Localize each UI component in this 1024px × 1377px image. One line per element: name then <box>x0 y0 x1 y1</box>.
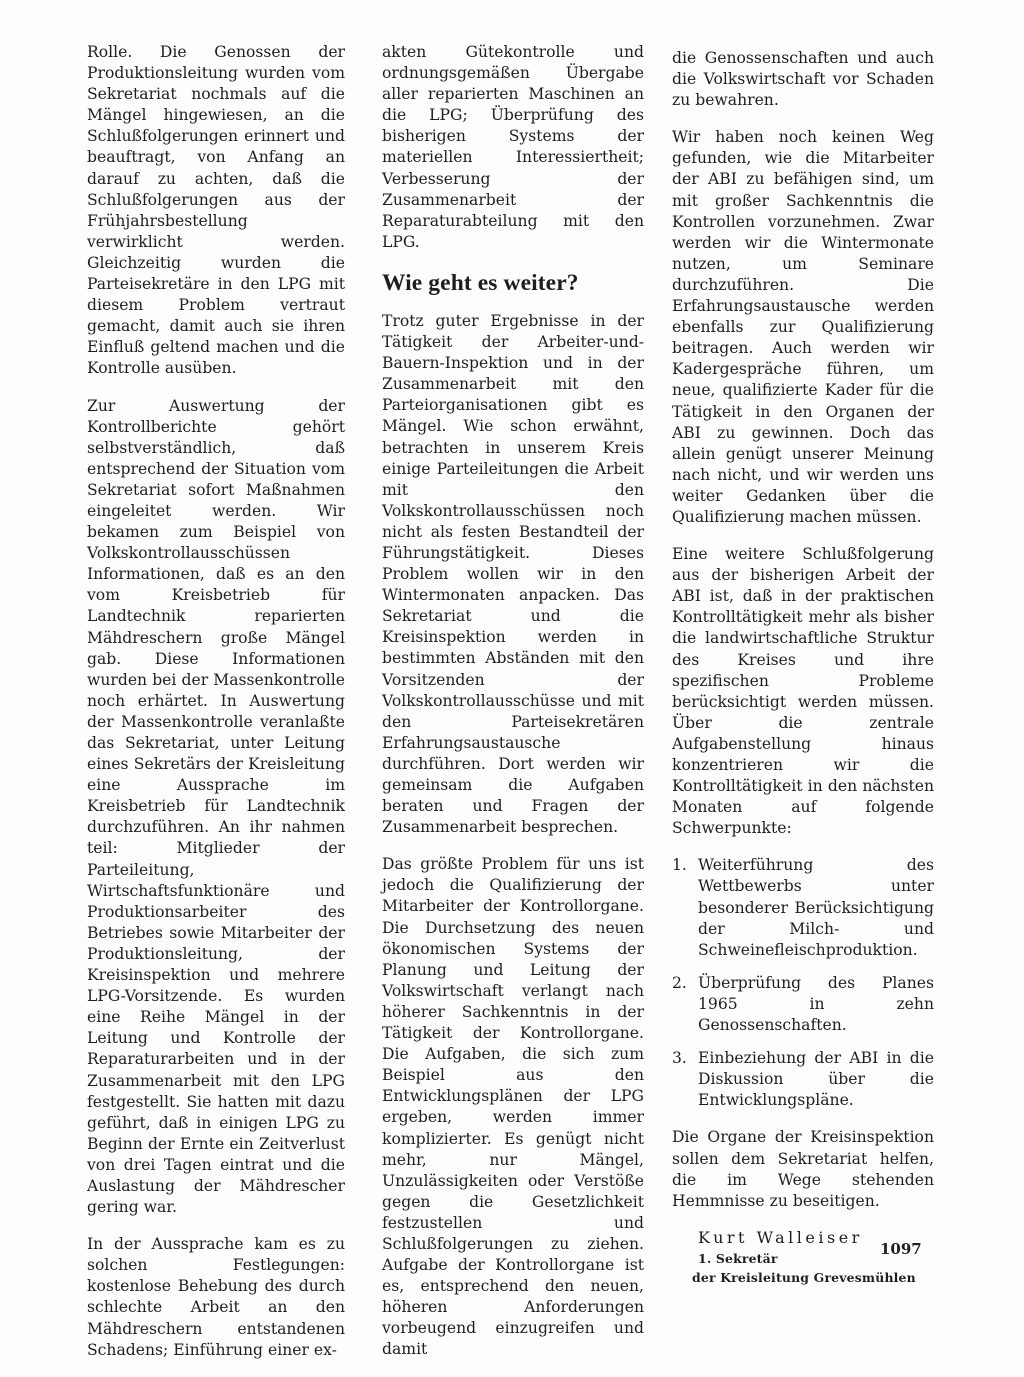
paragraph: Wir haben noch keinen Weg gefunden, wie die Mitarbeiter der ABI zu befähigen sind, um mit großer Sachkenntnis die Kontrollen vorzunehmen. Zwar werden wir die Wintermonate nutzen, um Seminare durchzuführen. Die Erfahrungsaustausche werden ebenfalls zur Qualifizierung beitragen. Auch werden wir Kadergespräche führen, um neue, qualifizierte Kader für die Tätigkeit in den Organen der ABI zu gewinnen. Doch das allein genügt unserer Meinung nach nicht, und wir werden uns weiter Gedanken über die Qualifizierung machen müssen. <box>672 128 934 526</box>
paragraph: In der Aussprache kam es zu solchen Festlegungen: kostenlose Behebung des durch schlechte Arbeit an den Mähdreschern entstandenen Schadens; Einführung einer ex- <box>87 1235 345 1359</box>
paragraph: Eine weitere Schlußfolgerung aus der bisherigen Arbeit der ABI ist, daß in der praktischen Kontrolltätigkeit mehr als bisher die landwirtschaftliche Struktur des Kreises und ihre spezifischen Probleme berücksichtigt werden müssen. Über die zentrale Aufgabenstellung hinaus konzentrieren wir die Kontrolltätigkeit in den nächsten Monaten auf folgende Schwerpunkte: <box>672 545 934 838</box>
list-item-number: 3. <box>672 1049 687 1068</box>
list-item <box>672 855 934 960</box>
paragraph: Die Organe der Kreisinspektion sollen dem Sekretariat helfen, die im Wege stehenden Hemmnisse zu beseitigen. <box>672 1128 934 1210</box>
column-1 <box>87 42 345 1377</box>
paragraph: akten Gütekontrolle und ordnungsgemäßen Übergabe aller reparierten Maschinen an die LPG; Überprüfung des bisherigen Systems der materiellen Interessiertheit; Verbesserung der Zusammenarbeit der Reparaturabteilung mit den LPG. <box>382 43 644 251</box>
section-heading: Wie geht es weiter? <box>382 269 579 296</box>
paragraph: Trotz guter Ergebnisse in der Tätigkeit der Arbeiter-und-Bauern-Inspektion und in der Zusammenarbeit mit den Parteiorganisationen gibt es Mängel. Wie schon erwähnt, betrachten in unserem Kreis einige Parteileitungen die Arbeit mit den Volkskontrollausschüssen noch nicht als festen Bestandteil der Führungstätigkeit. Dieses Problem wollen wir in den Wintermonaten anpacken. Das Sekretariat und die Kreisinspektion werden in bestimmten Abständen mit den Vorsitzenden der Volkskontrollausschüsse und mit den Parteisekretären Erfahrungsaustausche durchführen. Dort werden wir gemeinsam die Aufgaben beraten und Fragen der Zusammenarbeit besprechen. <box>382 311 644 837</box>
column-2 <box>382 42 644 1377</box>
list-item-text: Überprüfung des Planes 1965 in zehn Genossenschaften. <box>698 973 934 1035</box>
author-name: Kurt Walleiser <box>698 1227 863 1247</box>
paragraph: die Genossenschaften und auch die Volkswirtschaft vor Schaden zu bewahren. <box>672 49 934 110</box>
page-number: 1097 <box>880 1240 922 1258</box>
list-item <box>672 1048 934 1111</box>
paragraph: Das größte Problem für uns ist jedoch die Qualifizierung der Mitarbeiter der Kontrollorgane. Die Durchsetzung des neuen ökonomischen Systems der Planung und Leitung der Volkswirtschaft verlangt nach höherer Sachkenntnis in der Tätigkeit der Kontrollorgane. Die Aufgaben, die sich zum Beispiel aus den Entwicklungsplänen der LPG ergeben, werden immer komplizierter. Es genügt nicht mehr, nur Mängel, Unzulässigkeiten oder Verstöße gegen die Gesetzlichkeit festzustellen und Schlußfolgerungen zu ziehen. Aufgabe der Kontrollorgane ist es, entsprechend den neuen, höheren Anforderungen vorbeugend einzugreifen und damit <box>382 855 644 1359</box>
list-item-number: 2. <box>672 973 687 992</box>
paragraph: Rolle. Die Genossen der Produktionsleitung wurden vom Sekretariat nochmals auf die Mängel hingewiesen, an die Schlußfolgerungen erinnert und beauftragt, von Anfang an darauf zu achten, daß die Schlußfolgerungen aus der Frühjahrsbestellung verwirklicht werden. Gleichzeitig wurden die Parteisekretäre in den LPG mit diesem Problem vertraut gemacht, damit auch sie ihren Einfluß geltend machen und die Kontrolle ausüben. <box>87 43 345 378</box>
list-item-number: 1. <box>672 856 687 875</box>
column-3 <box>672 48 934 1287</box>
priorities-list <box>672 855 934 1111</box>
paragraph: Zur Auswertung der Kontrollberichte gehört selbstverständlich, daß entsprechend der Situation vom Sekretariat sofort Maßnahmen eingeleitet werden. Wir bekamen zum Beispiel von Volkskontrollausschüssen Informationen, daß es an den vom Kreisbetrieb für Landtechnik reparierten Mähdreschern große Mängel gab. Diese Informationen wurden bei der Massenkontrolle noch erhärtet. In Auswertung der Massenkontrolle veranlaßte das Sekretariat, unter Leitung eines Sekretärs der Kreisleitung eine Aussprache im Kreisbetrieb für Landtechnik durchzuführen. An ihr nahmen teil: Mitglieder der Parteileitung, Wirtschaftsfunktionäre und Produktionsarbeiter des Betriebes sowie Mitarbeiter der Produktionsleitung, der Kreisinspektion und mehrere LPG-Vorsitzende. Es wurden eine Reihe Mängel in der Leitung und Kontrolle der Reparaturarbeiten und in der Zusammenarbeit mit den LPG festgestellt. Sie hatten mit dazu geführt, daß in einigen LPG zu Beginn der Ernte ein Zeitverlust von drei Tagen eintrat und die Auslastung der Mähdrescher gering war. <box>87 396 345 1217</box>
author-organization: der Kreisleitung Grevesmühlen <box>692 1269 916 1285</box>
author-role: 1. Sekretär <box>698 1250 778 1266</box>
list-item-text: Einbeziehung der ABI in die Diskussion über die Entwicklungspläne. <box>698 1049 934 1110</box>
list-item <box>672 973 934 1036</box>
list-item-text: Weiterführung des Wettbewerbs unter besonderer Berücksichtigung der Milch- und Schweinefleischproduktion. <box>698 856 934 959</box>
